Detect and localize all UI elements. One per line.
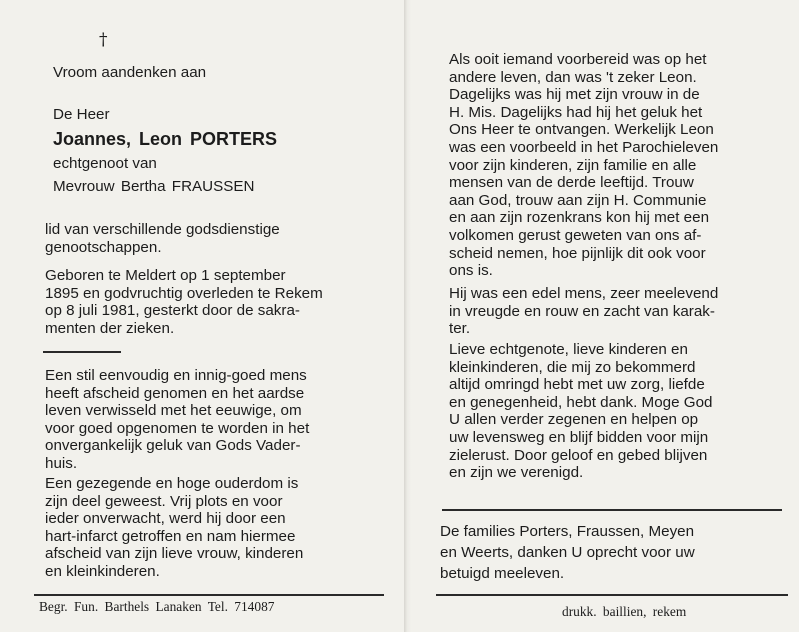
character-paragraph [449, 285, 718, 338]
text-line: betuigd meeleven. [440, 565, 565, 582]
text-line: afscheid van zijn lieve vrouw, kinderen [45, 545, 304, 563]
text-line: genootschappen. [45, 238, 162, 256]
text-line: Hij was een edel mens, zeer meelevend [449, 285, 719, 302]
center-fold [404, 0, 412, 632]
farewell-paragraph [45, 367, 309, 473]
text-line: U allen verder zegenen en helpen op [449, 411, 699, 429]
text-line: H. Mis. Dagelijks had hij het geluk het [449, 103, 703, 121]
text-line: hart-infarct getroffen en nam hiermee [45, 527, 296, 545]
text-line: andere leven, dan was 't zeker Leon. [449, 68, 697, 86]
text-line: mensen van de derde leeftijd. Trouw [449, 174, 694, 192]
intro-text: Vroom aandenken aan [53, 64, 207, 81]
text-line: Dagelijks was hij met zijn vrouw in de [449, 86, 700, 104]
text-line: Geboren te Meldert op 1 september [45, 267, 286, 284]
text-line: zijn deel geweest. Vrij plots en voor [45, 492, 283, 510]
text-line: 1895 en godvruchtig overleden te Rekem [45, 284, 323, 302]
farewell-message-paragraph [449, 341, 712, 482]
text-line: kleinkinderen, die mij zo bekommerd [449, 358, 696, 376]
text-line: voor goed opgenomen te worden in het [45, 419, 310, 437]
text-line: en aan zijn rozenkrans kon hij met een [449, 209, 710, 227]
text-line: altijd omringd hebt met uw zorg, liefde [449, 376, 705, 394]
cross-icon: † [99, 30, 108, 50]
text-line: Een gezegende en hoge ouderdom is [45, 475, 299, 492]
text-line: lid van verschillende godsdienstige [45, 221, 280, 238]
text-line: en Weerts, danken U oprecht voor uw [440, 544, 695, 561]
text-line: voor zijn kinderen, zijn familie en alle [449, 156, 697, 174]
text-line: uw levensweg en blijf bidden voor mijn [449, 428, 709, 446]
printer-credit: drukk. baillien, rekem [562, 604, 687, 619]
divider [442, 509, 782, 511]
text-line: Een stil eenvoudig en innig-goed mens [45, 367, 307, 384]
text-line: onvergankelijk geluk van Gods Vader- [45, 437, 301, 455]
text-line: ons is. [449, 262, 493, 280]
spouse-name: Mevrouw Bertha FRAUSSEN [53, 178, 255, 195]
text-line: en zijn we verenigd. [449, 464, 584, 482]
text-line: leven verwisseld met het eeuwige, om [45, 402, 302, 420]
age-paragraph [45, 475, 303, 581]
text-line: ter. [449, 320, 471, 338]
divider [43, 351, 121, 353]
footer-rule [34, 594, 384, 596]
footer-rule [436, 594, 788, 596]
text-line: scheid nemen, hoe pijnlijk dit ook voor [449, 244, 706, 262]
deceased-name: Joannes, Leon PORTERS [53, 129, 278, 149]
birth-paragraph [45, 267, 323, 337]
thanks-paragraph [440, 521, 695, 584]
text-line: en kleinkinderen. [45, 562, 160, 580]
text-line: op 8 juli 1981, gesterkt door de sakra- [45, 302, 300, 320]
text-line: Lieve echtgenote, lieve kinderen en [449, 341, 688, 358]
text-line: heeft afscheid genomen en het aardse [45, 384, 305, 402]
text-line: was een voorbeeld in het Parochieleven [449, 138, 719, 156]
text-line: zielerust. Door geloof en gebed blijven [449, 446, 708, 464]
membership-paragraph [45, 221, 280, 256]
text-line: volkomen gerust geweten van ons af- [449, 226, 702, 244]
text-line: De families Porters, Fraussen, Meyen [440, 523, 695, 540]
text-line: menten der zieken. [45, 319, 175, 337]
text-line: Ons Heer te ontvangen. Werkelijk Leon [449, 121, 714, 139]
title-text: De Heer [53, 106, 110, 123]
text-line: ieder onverwacht, werd hij door een [45, 510, 286, 528]
text-line: huis. [45, 454, 78, 472]
text-line: aan God, trouw aan zijn H. Communie [449, 191, 707, 209]
text-line: en genegenheid, hebt dank. Moge God [449, 393, 713, 411]
spouse-label: echtgenoot van [53, 155, 157, 172]
faith-paragraph [449, 51, 718, 280]
undertaker-credit: Begr. Fun. Barthels Lanaken Tel. 714087 [39, 599, 275, 614]
right-panel [412, 0, 799, 632]
text-line: Als ooit iemand voorbereid was op het [449, 51, 707, 68]
text-line: in vreugde en rouw en zacht van karak- [449, 302, 715, 320]
